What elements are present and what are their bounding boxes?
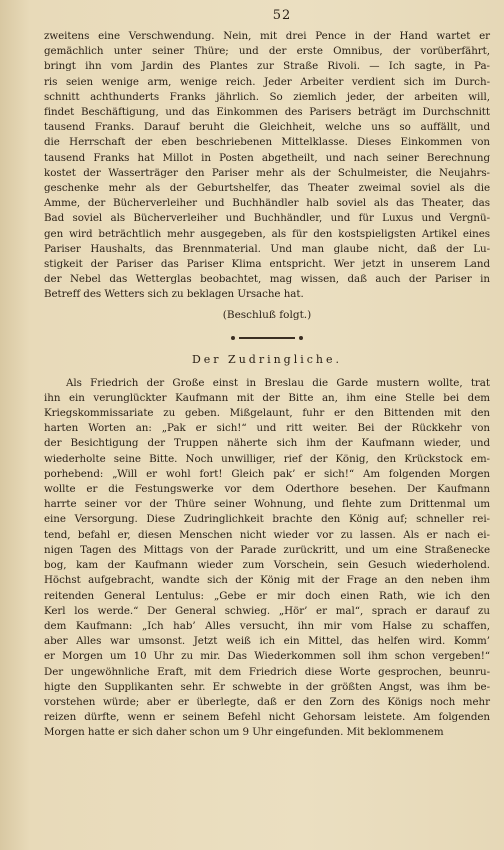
text-line: vorstehen würde; aber er überlegte, daß er den Zorn des Königs noch mehr <box>44 695 490 708</box>
text-line: wollte er die Festungswerke vor dem Oderthore besehen. Der Kaufmann <box>44 483 490 496</box>
text-line: Pariser Haushalts, das Brennmaterial. Und man glaube nicht, daß der Lu- <box>44 242 490 255</box>
text-line: findet Beschäftigung, und das Einkommen des Parisers beträgt im Durchschnitt <box>44 106 490 119</box>
text-line: er Morgen um 10 Uhr zu mir. Das Wiederkommen soll ihm schon vergeben!“ <box>44 650 490 663</box>
text-line: Kerl los werde.“ Der General schwieg. „Hör’ er mal“, sprach er darauf zu <box>44 604 490 617</box>
text-line: Bad soviel als Bücherverleiher und Buchhändler, und für Luxus und Vergnü- <box>44 212 490 225</box>
text-line: Amme, der Bücherverleiher und Buchhändler halb soviel als das Theater, das <box>44 197 490 210</box>
to-be-continued-note: (Beschluß folgt.) <box>222 308 312 321</box>
text-line: tausend Franks. Darauf beruht die Gleichheit, welche uns so auffällt, und <box>44 121 490 134</box>
text-line: tend, befahl er, diesen Menschen nicht wieder vor zu lassen. Als er nach ei- <box>44 528 490 541</box>
text-line: dem Kaufmann: „Ich hab’ Alles versucht, ihn mir vom Halse zu schaffen, <box>44 619 490 632</box>
text-line: tausend Franks hat Millot in Posten abgetheilt, und nach seiner Berechnung <box>44 151 490 164</box>
text-line: Höchst aufgebracht, wandte sich der König mit der Frage an den neben ihm <box>44 574 490 587</box>
text-line: nigen Tagen des Mittags von der Parade zurückritt, und um eine Straßenecke <box>44 543 490 556</box>
text-line: porhebend: „Will er wohl fort! Gleich pak’ er sich!“ Am folgenden Morgen <box>44 467 490 480</box>
text-line: die Herrschaft der eben beschriebenen Mittelklasse. Dieses Einkommen von <box>44 136 490 149</box>
section-title: Der Zudringliche. <box>191 352 343 366</box>
text-line: schnitt achthunderts Franks jährlich. So ziemlich jeder, der arbeiten will, <box>44 90 490 103</box>
text-line: der Besichtigung der Truppen näherte sich ihm der Kaufmann wieder, und <box>44 437 490 450</box>
text-line: Der ungewöhnliche Eraft, mit dem Friedrich diese Worte gesprochen, beunru- <box>44 665 490 678</box>
text-line: reitenden General Lentulus: „Gebe er mir doch einen Rath, wie ich den <box>44 589 490 602</box>
text-line: gemächlich unter seiner Thüre; und der erste Omnibus, der vorüberfährt, <box>44 45 490 58</box>
text-line: harten Worten an: „Pak er sich!“ und ritt weiter. Bei der Rückkehr von <box>44 422 490 435</box>
text-line: Morgen hatte er sich daher schon um 9 Uhr eingefunden. Mit beklommenem <box>44 726 444 739</box>
text-line: harrte seiner vor der Thüre seiner Wohnung, und flehte zum Drittenmal um <box>44 498 490 511</box>
text-line: bog, kam der Kaufmann wieder zum Vorschein, sein Gesuch wiederholend. <box>44 559 490 572</box>
text-line: bringt ihn vom Jardin des Plantes zur Straße Rivoli. — Ich sagte, in Pa- <box>44 60 490 73</box>
text-line: stigkeit der Pariser das Pariser Klima entspricht. Wer jetzt in unserem Land <box>44 258 490 271</box>
text-line: higte den Supplikanten sehr. Er schwebte in der größten Angst, was ihm be- <box>44 680 490 693</box>
text-line: aber Alles war umsonst. Jetzt weiß ich ein Mittel, das helfen wird. Komm’ <box>44 635 490 648</box>
text-line: zweitens eine Verschwendung. Nein, mit drei Pence in der Hand wartet er <box>44 30 490 42</box>
text-line: eine Versorgung. Diese Zudringlichkeit brachte den König auf; schneller rei- <box>44 513 490 526</box>
text-line: geschenke mehr als der Geburtshelfer, das Theater zweimal soviel als die <box>44 182 490 195</box>
text-line: Als Friedrich der Große einst in Breslau die Garde mustern wollte, trat <box>66 376 490 389</box>
page-number: 52 <box>272 8 292 23</box>
text-line: wiederholte seine Bitte. Noch unwilliger, rief der König, den Krückstock em- <box>44 452 490 465</box>
paragraph-continuation <box>44 29 490 303</box>
section-divider <box>239 337 295 339</box>
text-line: Kriegskommissariate zu geben. Mißgelaunt, fuhr er den Bittenden mit den <box>44 407 490 420</box>
text-line: der Nebel das Wetterglas beobachtet, mag wissen, daß auch der Pariser in <box>44 273 490 286</box>
text-line: Betreff des Wetters sich zu beklagen Ursache hat. <box>44 288 304 301</box>
text-line: reizen dürfte, wenn er seinem Befehl nicht Gehorsam leistete. Am folgenden <box>44 711 490 724</box>
text-line: ihn ein verunglückter Kaufmann mit der Bitte an, ihm eine Stelle bei dem <box>44 391 490 404</box>
section-divider-wrap <box>44 329 490 339</box>
story-paragraph <box>44 376 490 741</box>
text-line: gen wird beträchtlich mehr ausgegeben, als für den kostspieligsten Artikel eines <box>44 227 490 240</box>
text-line: kostet der Wasserträger den Pariser mehr als der Schulmeister, die Neujahrs- <box>44 166 490 179</box>
text-line: ris seien wenige arm, wenige reich. Jeder Arbeiter verdient sich im Durch- <box>44 75 490 88</box>
